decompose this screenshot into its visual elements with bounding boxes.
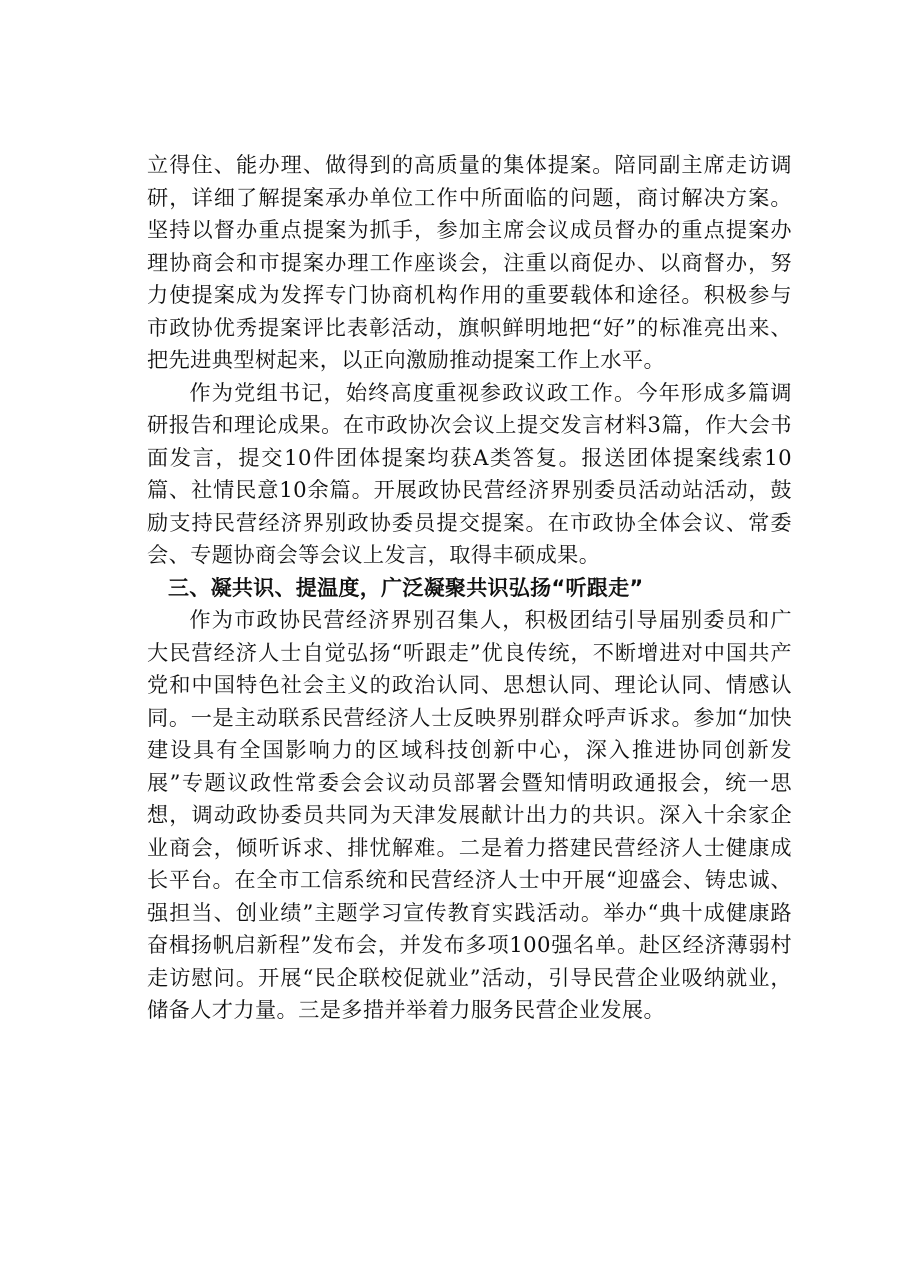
paragraph-party-secretary: 作为党组书记，始终高度重视参政议政工作。今年形成多篇调研报告和理论成果。在市政协次会议上提交发言材料3篇，作大会书面发言，提交10件团体提案均获A类答复。报送团体提案线索10篇、社情民意10余篇。开展政协民营经济界别委员活动站活动，鼓励支持民营经济界别政协委员提交提案。在市政协全体会议、常委会、专题协商会等会议上发言，取得丰硕成果。 — [147, 379, 792, 567]
section-heading: 三、凝共识、提温度，广泛凝聚共识弘扬“听跟走” — [168, 575, 644, 600]
paragraph-proposals: 立得住、能办理、做得到的高质量的集体提案。陪同副主席走访调研，详细了解提案承办单位工作中所面临的问题，商讨解决方案。坚持以督办重点提案为抓手，参加主席会议成员督办的重点提案办理协商会和市提案办理工作座谈会，注重以商促办、以商督办，努力使提案成为发挥专门协商机构作用的重要载体和途径。积极参与市政协优秀提案评比表彰活动，旗帜鲜明地把“好”的标准亮出来、把先进典型树起来，以正向激励推动提案工作上水平。 — [147, 152, 792, 372]
paragraph-convener: 作为市政协民营经济界别召集人，积极团结引导届别委员和广大民营经济人士自觉弘扬“听跟走”优良传统，不断增进对中国共产党和中国特色社会主义的政治认同、思想认同、理论认同、情感认同。一是主动联系民营经济人士反映界别群众呼声诉求。参加“加快建设具有全国影响力的区域科技创新中心，深入推进协同创新发展”专题议政性常委会会议动员部署会暨知情明政通报会，统一思想，调动政协委员共同为天津发展献计出力的共识。深入十余家企业商会，倾听诉求、排忧解难。二是着力搭建民营经济人士健康成长平台。在全市工信系统和民营经济人士中开展“迎盛会、铸忠诚、强担当、创业绩”主题学习宣传教育实践活动。举办“典十成健康路奋楫扬帆启新程”发布会，并发布多项100强名单。赴区经济薄弱村走访慰问。开展“民企联校促就业”活动，引导民营企业吸纳就业，储备人才力量。三是多措并举着力服务民营企业发展。 — [147, 607, 792, 1022]
document-body — [147, 149, 792, 1027]
